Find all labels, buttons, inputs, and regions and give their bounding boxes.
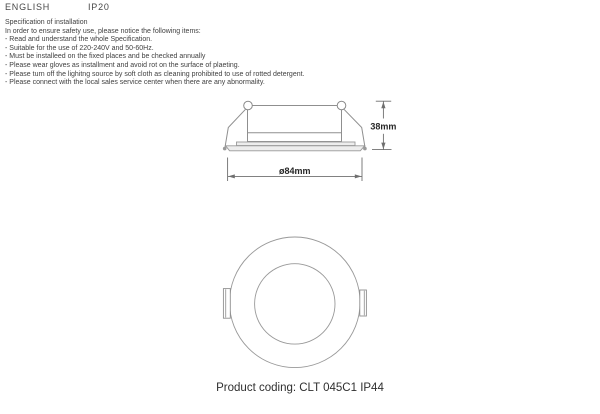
spec-item: - Must be installeed on the fixed places and be checked annually bbox=[5, 53, 206, 61]
diameter-dimension-label: ø84mm bbox=[279, 166, 311, 176]
product-coding-label: Product coding: CLT 045C1 IP44 bbox=[216, 382, 384, 394]
spec-item: - Read and understand the whole Specification. bbox=[5, 36, 153, 44]
language-label: ENGLISH bbox=[5, 2, 51, 12]
ip-rating-label: IP20 bbox=[88, 2, 110, 12]
specification-text-block bbox=[5, 19, 425, 88]
lamp-body bbox=[248, 110, 342, 142]
lamp-trim-flange bbox=[226, 146, 365, 151]
spec-title: Specification of installation bbox=[5, 19, 88, 26]
spec-item: - Please wear gloves as installment and avoid rot on the surface of plaeting. bbox=[5, 61, 240, 69]
plan-view-drawing bbox=[215, 230, 375, 375]
side-view-drawing bbox=[195, 95, 400, 185]
plan-tab-left bbox=[223, 289, 230, 319]
spec-intro: In order to ensure safety use, please notice the following items: bbox=[5, 27, 201, 35]
lamp-step-ring bbox=[237, 142, 356, 146]
plan-inner-circle bbox=[255, 264, 335, 344]
dimension-diameter bbox=[228, 158, 362, 182]
dimension-height bbox=[370, 101, 396, 149]
spec-item: - Suitable for the use of 220-240V and 50-60Hz. bbox=[5, 44, 154, 52]
plan-tab-right bbox=[360, 290, 367, 316]
plan-outer-circle bbox=[229, 237, 360, 368]
spec-item: - Please turn off the lighitng source by soft cloth as cleaning prohibited to use of rotted detergent. bbox=[5, 70, 305, 78]
height-dimension-label: 38mm bbox=[370, 121, 397, 132]
spec-item: - Please connect with the local sales service center when there are any abnormality. bbox=[5, 79, 265, 87]
